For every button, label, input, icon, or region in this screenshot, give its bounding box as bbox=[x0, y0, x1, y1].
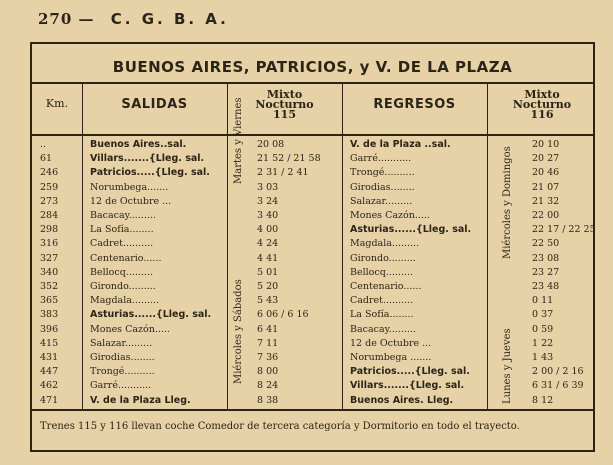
km-value: 365 bbox=[40, 295, 59, 307]
km-value: .. bbox=[40, 139, 47, 150]
return-time: 23 27 bbox=[532, 266, 560, 278]
station-name: Bacacay......... bbox=[350, 323, 416, 335]
departure-time: 8 00 bbox=[257, 366, 279, 378]
station-name: Salazar......... bbox=[90, 337, 153, 349]
return-time: 22 50 bbox=[532, 238, 560, 250]
departure-time: 7 36 bbox=[257, 352, 279, 363]
return-time: 22 17 / 22 25 bbox=[532, 224, 596, 236]
return-time: 6 31 / 6 39 bbox=[532, 380, 584, 392]
km-value: 298 bbox=[40, 224, 59, 236]
timetable-title: BUENOS AIRES, PATRICIOS, y V. DE LA PLAZA bbox=[112, 58, 513, 76]
station-name: Girondo......... bbox=[90, 281, 156, 292]
station-name: Patricios.....{Lleg. sal. bbox=[90, 167, 210, 179]
column-divider bbox=[342, 82, 343, 409]
station-name: Magdala......... bbox=[90, 295, 160, 307]
km-header: Km. bbox=[45, 97, 69, 110]
station-name: Mones Cazón..... bbox=[90, 323, 170, 335]
station-name: Buenos Aires. Lleg. bbox=[350, 394, 454, 406]
return-time: 1 43 bbox=[532, 352, 554, 363]
return-time: 0 59 bbox=[532, 323, 554, 335]
km-value: 259 bbox=[40, 181, 59, 193]
station-name: Centenario...... bbox=[350, 281, 422, 292]
departure-time: 5 20 bbox=[257, 281, 279, 292]
km-value: 61 bbox=[40, 153, 53, 165]
salidas-header: SALIDAS bbox=[121, 97, 188, 112]
departure-time: 5 01 bbox=[257, 266, 279, 278]
regresos-header: REGRESOS bbox=[373, 97, 456, 112]
running-head: C. G. B. A. bbox=[110, 10, 229, 28]
divider bbox=[32, 409, 593, 411]
return-time: 20 10 bbox=[532, 139, 560, 150]
station-name: Villars.......{Lleg. sal. bbox=[90, 153, 205, 165]
side-label-out-bottom: Miércoles y Sábados bbox=[233, 279, 244, 384]
km-value: 316 bbox=[40, 238, 59, 250]
km-value: 447 bbox=[40, 366, 59, 378]
km-value: 340 bbox=[40, 266, 59, 278]
column-divider bbox=[227, 82, 228, 409]
page-number: 270 — bbox=[38, 10, 95, 28]
station-name: Bellocq......... bbox=[90, 266, 153, 278]
station-name: 12 de Octubre ... bbox=[350, 337, 432, 349]
station-name: Norumbega ....... bbox=[350, 352, 432, 363]
station-name: Trongé.......... bbox=[350, 167, 415, 179]
column-divider bbox=[82, 82, 83, 409]
timetable-frame bbox=[30, 42, 595, 452]
km-value: 284 bbox=[40, 210, 59, 221]
departure-time: 20 08 bbox=[257, 139, 285, 150]
return-time: 20 27 bbox=[532, 153, 560, 165]
station-name: Bacacay......... bbox=[90, 210, 156, 221]
mixto-out-header: Mixto Nocturno 115 bbox=[255, 88, 314, 121]
divider bbox=[32, 134, 593, 136]
divider bbox=[32, 82, 593, 84]
km-value: 383 bbox=[40, 309, 59, 321]
station-name: Garré........... bbox=[90, 380, 152, 392]
mixto-ret-header: Mixto Nocturno 116 bbox=[512, 88, 572, 121]
station-name: Trongé.......... bbox=[90, 366, 155, 378]
station-name: V. de la Plaza ..sal. bbox=[350, 139, 451, 150]
return-time: 1 22 bbox=[532, 337, 554, 349]
station-name: Buenos Aires..sal. bbox=[90, 139, 187, 150]
return-time: 2 00 / 2 16 bbox=[532, 366, 584, 378]
station-name: La Sofía........ bbox=[90, 224, 154, 236]
departure-time: 8 24 bbox=[257, 380, 279, 392]
departure-time: 4 24 bbox=[257, 238, 279, 250]
km-value: 462 bbox=[40, 380, 59, 392]
departure-time: 2 31 / 2 41 bbox=[257, 167, 309, 179]
departure-time: 6 06 / 6 16 bbox=[257, 309, 309, 321]
station-name: Girodias........ bbox=[350, 181, 415, 193]
return-time: 0 11 bbox=[532, 295, 554, 307]
station-name: Villars.......{Lleg. sal. bbox=[350, 380, 465, 392]
departure-time: 7 11 bbox=[257, 337, 279, 349]
station-name: Garré........... bbox=[350, 153, 412, 165]
departure-time: 6 41 bbox=[257, 323, 279, 335]
station-name: Bellocq......... bbox=[350, 266, 413, 278]
return-time: 0 37 bbox=[532, 309, 554, 321]
departure-time: 3 03 bbox=[257, 181, 279, 193]
km-value: 396 bbox=[40, 323, 59, 335]
km-value: 471 bbox=[40, 394, 59, 406]
return-time: 21 32 bbox=[532, 195, 560, 207]
departure-time: 8 38 bbox=[257, 394, 279, 406]
departure-time: 4 00 bbox=[257, 224, 279, 236]
station-name: Patricios.....{Lleg. sal. bbox=[350, 366, 470, 378]
station-name: Girondo......... bbox=[350, 252, 416, 264]
return-time: 21 07 bbox=[532, 181, 560, 193]
km-value: 415 bbox=[40, 337, 59, 349]
departure-time: 4 41 bbox=[257, 252, 279, 264]
station-name: 12 de Octubre ... bbox=[90, 195, 172, 207]
station-name: Asturias......{Lleg. sal. bbox=[350, 224, 472, 236]
side-label-ret-top: Miércoles y Domingos bbox=[502, 146, 513, 259]
km-value: 431 bbox=[40, 352, 59, 363]
departure-time: 21 52 / 21 58 bbox=[257, 153, 321, 165]
station-name: Salazar......... bbox=[350, 195, 413, 207]
station-name: V. de la Plaza Lleg. bbox=[90, 394, 191, 406]
station-name: Girodias........ bbox=[90, 352, 155, 363]
station-name: Centenario...... bbox=[90, 252, 162, 264]
km-value: 246 bbox=[40, 167, 59, 179]
return-time: 20 46 bbox=[532, 167, 560, 179]
station-name: Cadret.......... bbox=[90, 238, 154, 250]
station-name: La Sofía........ bbox=[350, 309, 414, 321]
km-value: 352 bbox=[40, 281, 59, 292]
departure-time: 3 24 bbox=[257, 195, 279, 207]
return-time: 8 12 bbox=[532, 394, 554, 406]
departure-time: 5 43 bbox=[257, 295, 279, 307]
return-time: 23 48 bbox=[532, 281, 560, 292]
station-name: Norumbega....... bbox=[90, 181, 169, 193]
km-value: 327 bbox=[40, 252, 59, 264]
station-name: Mones Cazón..... bbox=[350, 210, 430, 221]
return-time: 23 08 bbox=[532, 252, 560, 264]
return-time: 22 00 bbox=[532, 210, 560, 221]
station-name: Asturias......{Lleg. sal. bbox=[90, 309, 212, 321]
footnote: Trenes 115 y 116 llevan coche Comedor de tercera categoría y Dormitorio en todo el trayecto. bbox=[40, 421, 520, 432]
column-divider bbox=[487, 82, 488, 409]
page-header bbox=[38, 10, 229, 28]
side-label-ret-bottom: Lunes y Jueves bbox=[502, 328, 513, 404]
side-label-out-top: Martes y Viernes bbox=[233, 97, 244, 184]
km-value: 273 bbox=[40, 195, 59, 207]
departure-time: 3 40 bbox=[257, 210, 279, 221]
station-name: Cadret.......... bbox=[350, 295, 414, 307]
station-name: Magdala......... bbox=[350, 238, 420, 250]
